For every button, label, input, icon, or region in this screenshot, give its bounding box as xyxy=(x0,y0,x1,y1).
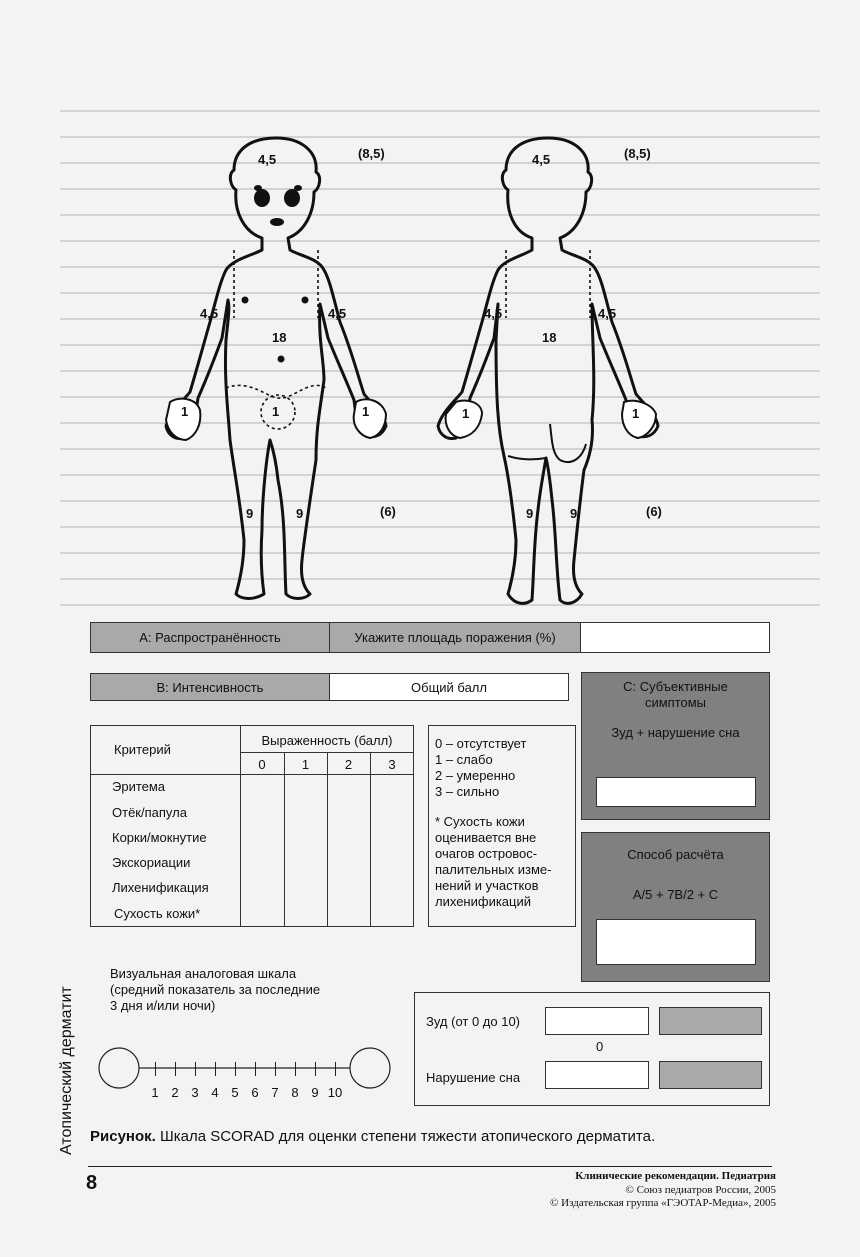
vas-title xyxy=(110,966,320,1014)
legend-note-line: очагов островос- xyxy=(435,846,538,861)
vas-tick xyxy=(155,1062,156,1076)
section-a-label: А: Распространённость xyxy=(90,622,330,653)
front-head-total: (8,5) xyxy=(358,146,385,161)
table-divider xyxy=(370,752,371,927)
table-divider xyxy=(284,752,285,927)
vas-title-line: 3 дня и/или ночи) xyxy=(110,998,216,1013)
legend-line: 3 – сильно xyxy=(435,784,500,799)
criterion-erythema: Эритема xyxy=(112,779,166,794)
vas-number: 3 xyxy=(191,1085,199,1100)
score-header-0: 0 xyxy=(258,757,266,772)
scale-zero-label: 0 xyxy=(596,1039,604,1054)
score-header-3: 3 xyxy=(388,757,396,772)
back-arm-right-score: 4,5 xyxy=(598,306,617,321)
criterion-excoriations: Экскориации xyxy=(112,855,191,870)
sleep-score-field xyxy=(659,1061,762,1089)
back-leg-left-score: 9 xyxy=(526,506,534,521)
front-arm-left-score: 4,5 xyxy=(200,306,219,321)
calculation-result-input[interactable] xyxy=(596,919,756,965)
section-b-label: В: Интенсивность xyxy=(90,673,330,701)
vas-number: 10 xyxy=(327,1085,343,1100)
score-header-2: 2 xyxy=(344,757,353,772)
page-number: 8 xyxy=(86,1172,98,1194)
footer-title: Клинические рекомендации. Педиатрия xyxy=(575,1170,776,1182)
vas-right-circle xyxy=(350,1048,390,1088)
legend-scale xyxy=(435,736,526,800)
caption-text: Шкала SCORAD для оценки степени тяжести атопического дерматита. xyxy=(155,1128,656,1145)
section-c-input[interactable] xyxy=(596,777,756,807)
back-figure xyxy=(438,138,658,603)
back-hand-right-score: 1 xyxy=(632,406,640,421)
vas-title-line: Визуальная аналоговая шкала xyxy=(110,966,297,981)
calculation-panel xyxy=(581,832,770,982)
footer-rule xyxy=(88,1166,772,1167)
section-a-input[interactable] xyxy=(580,622,770,653)
calculation-formula: A/5 + 7B/2 + C xyxy=(632,887,719,902)
section-c-subtitle: Зуд + нарушение сна xyxy=(611,725,740,740)
figure-caption xyxy=(90,1128,655,1145)
front-leg-left-score: 9 xyxy=(246,506,254,521)
table-divider xyxy=(90,774,414,775)
vas-tick xyxy=(335,1062,336,1076)
sleep-label: Нарушение сна xyxy=(426,1070,521,1085)
section-a-prompt: Укажите площадь поражения (%) xyxy=(329,622,581,653)
caption-bold: Рисунок. xyxy=(90,1128,156,1145)
legend-note xyxy=(435,814,551,910)
section-c-title-line2: симптомы xyxy=(644,695,707,710)
front-genital-score: 1 xyxy=(272,404,280,419)
vas-tick xyxy=(275,1062,276,1076)
legend-line: 2 – умеренно xyxy=(435,768,516,783)
legend-box xyxy=(428,725,576,927)
table-divider xyxy=(327,752,328,927)
score-header-1: 1 xyxy=(301,757,310,772)
section-c-title xyxy=(582,679,769,711)
vas-tick xyxy=(195,1062,196,1076)
vas-tick xyxy=(315,1062,316,1076)
severity-header: Выраженность (балл) xyxy=(261,733,393,748)
itch-score-field xyxy=(659,1007,762,1035)
front-legs-total: (6) xyxy=(380,504,396,519)
footer-copyright-1: © Союз педиатров России, 2005 xyxy=(625,1184,776,1196)
legend-note-line: лихенификаций xyxy=(435,894,532,909)
vas-number: 9 xyxy=(311,1085,319,1100)
vas-tick xyxy=(255,1062,256,1076)
front-figure xyxy=(166,138,386,599)
side-title: Атопический дерматит xyxy=(58,986,75,1155)
criterion-crusts: Корки/мокнутие xyxy=(112,830,207,845)
back-hand-left-score: 1 xyxy=(462,406,470,421)
section-c-panel xyxy=(581,672,770,820)
vas-number: 1 xyxy=(151,1085,159,1100)
front-head-score: 4,5 xyxy=(258,152,277,167)
legend-line: 0 – отсутствует xyxy=(435,736,527,751)
front-hand-right-score: 1 xyxy=(362,404,370,419)
legend-note-line: нений и участков xyxy=(435,878,539,893)
sleep-input[interactable] xyxy=(545,1061,649,1089)
legend-note-line: оценивается вне xyxy=(435,830,537,845)
calculation-title: Способ расчёта xyxy=(627,847,724,862)
itch-label: Зуд (от 0 до 10) xyxy=(426,1014,521,1029)
table-divider xyxy=(240,725,241,927)
vas-number: 6 xyxy=(251,1085,259,1100)
legend-note-line: * Сухость кожи xyxy=(435,814,525,829)
front-leg-right-score: 9 xyxy=(296,506,304,521)
legend-line: 1 – слабо xyxy=(435,752,493,767)
vas-tick xyxy=(295,1062,296,1076)
section-b-total[interactable] xyxy=(329,673,569,701)
criteria-header: Критерий xyxy=(114,742,171,757)
vas-number: 5 xyxy=(231,1085,239,1100)
criterion-edema: Отёк/папула xyxy=(112,805,187,820)
vas-title-line: (средний показатель за последние xyxy=(110,982,321,997)
back-head-score: 4,5 xyxy=(532,152,551,167)
vas-number: 4 xyxy=(211,1085,219,1100)
vas-tick xyxy=(215,1062,216,1076)
footer-copyright-2: © Издательская группа «ГЭОТАР-Медиа», 2005 xyxy=(550,1197,776,1209)
section-b-total-label: Общий балл xyxy=(411,679,487,695)
front-hand-left-score: 1 xyxy=(181,404,189,419)
vas-number: 2 xyxy=(171,1085,179,1100)
back-trunk-score: 18 xyxy=(542,330,557,345)
vas-tick xyxy=(235,1062,236,1076)
back-leg-right-score: 9 xyxy=(570,506,578,521)
vas-number: 7 xyxy=(271,1085,279,1100)
front-arm-right-score: 4,5 xyxy=(328,306,347,321)
vas-number: 8 xyxy=(291,1085,299,1100)
body-figures xyxy=(0,0,860,620)
criterion-dryness: Сухость кожи* xyxy=(114,906,201,921)
front-trunk-score: 18 xyxy=(272,330,287,345)
back-arm-left-score: 4,5 xyxy=(484,306,503,321)
vas-scale xyxy=(96,1044,396,1090)
itch-input[interactable] xyxy=(545,1007,649,1035)
vas-left-circle xyxy=(99,1048,139,1088)
back-head-total: (8,5) xyxy=(624,146,651,161)
vas-tick xyxy=(175,1062,176,1076)
section-c-title-line1: С: Субъективные xyxy=(623,679,728,694)
back-legs-total: (6) xyxy=(646,504,662,519)
legend-note-line: палительных изме- xyxy=(435,862,552,877)
criterion-lichenification: Лихенификация xyxy=(112,880,209,895)
